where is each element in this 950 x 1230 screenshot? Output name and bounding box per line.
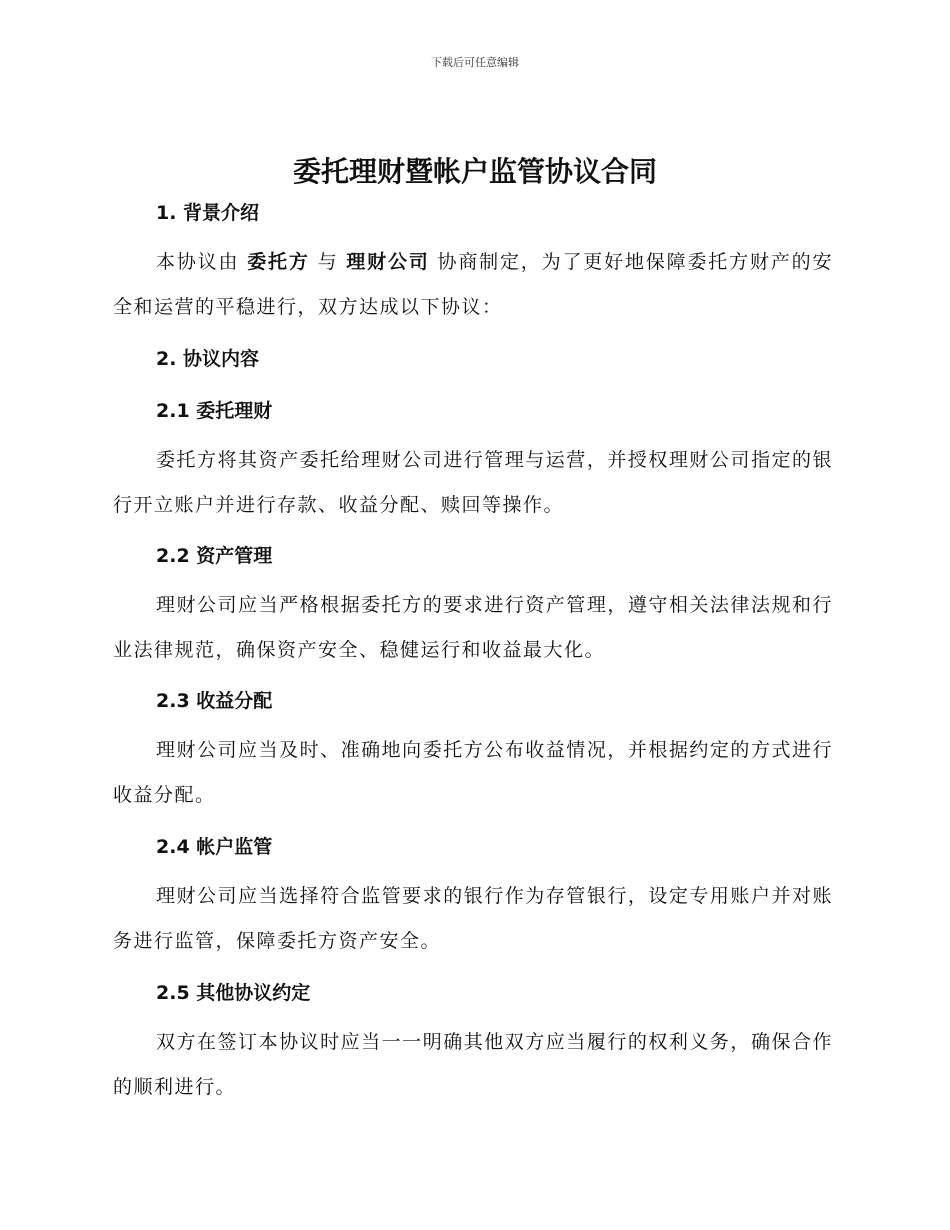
section-heading-2-2: 2.2 资产管理 <box>156 545 273 567</box>
section-heading-2: 2. 协议内容 <box>156 348 260 370</box>
paragraph-text: 本协议由 <box>156 251 248 273</box>
section-paragraph-1 <box>113 240 833 330</box>
party-entrustor: 委托方 <box>247 251 310 273</box>
section-heading-2-3: 2.3 收益分配 <box>156 690 273 712</box>
section-paragraph-2-2: 理财公司应当严格根据委托方的要求进行资产管理，遵守相关法律法规和行业法律规范，确保资产安全、稳健运行和收益最大化。 <box>113 594 833 661</box>
section-heading-1: 1. 背景介绍 <box>156 202 260 224</box>
section-paragraph-2-1: 委托方将其资产委托给理财公司进行管理与运营，并授权理财公司指定的银行开立账户并进行存款、收益分配、赎回等操作。 <box>113 449 833 516</box>
section-heading-2-1: 2.1 委托理财 <box>156 400 273 422</box>
paragraph-text: 与 <box>309 251 347 273</box>
page-header-note: 下载后可任意编辑 <box>431 56 519 69</box>
section-paragraph-2-4: 理财公司应当选择符合监管要求的银行作为存管银行，设定专用账户并对账务进行监管，保障委托方资产安全。 <box>113 885 833 952</box>
document-title: 委托理财暨帐户监管协议合同 <box>292 155 657 188</box>
section-paragraph-2-3: 理财公司应当及时、准确地向委托方公布收益情况，并根据约定的方式进行收益分配。 <box>113 739 833 806</box>
section-heading-2-4: 2.4 帐户监管 <box>156 836 273 858</box>
section-heading-2-5: 2.5 其他协议约定 <box>156 982 311 1004</box>
section-paragraph-2-5: 双方在签订本协议时应当一一明确其他双方应当履行的权利义务，确保合作的顺利进行。 <box>113 1031 833 1098</box>
paragraph-text: 协商制定，为了更好地保障委托方财产的安全和运营的平稳进行，双方达成以下协议： <box>113 251 833 318</box>
party-finance-company: 理财公司 <box>346 251 430 273</box>
